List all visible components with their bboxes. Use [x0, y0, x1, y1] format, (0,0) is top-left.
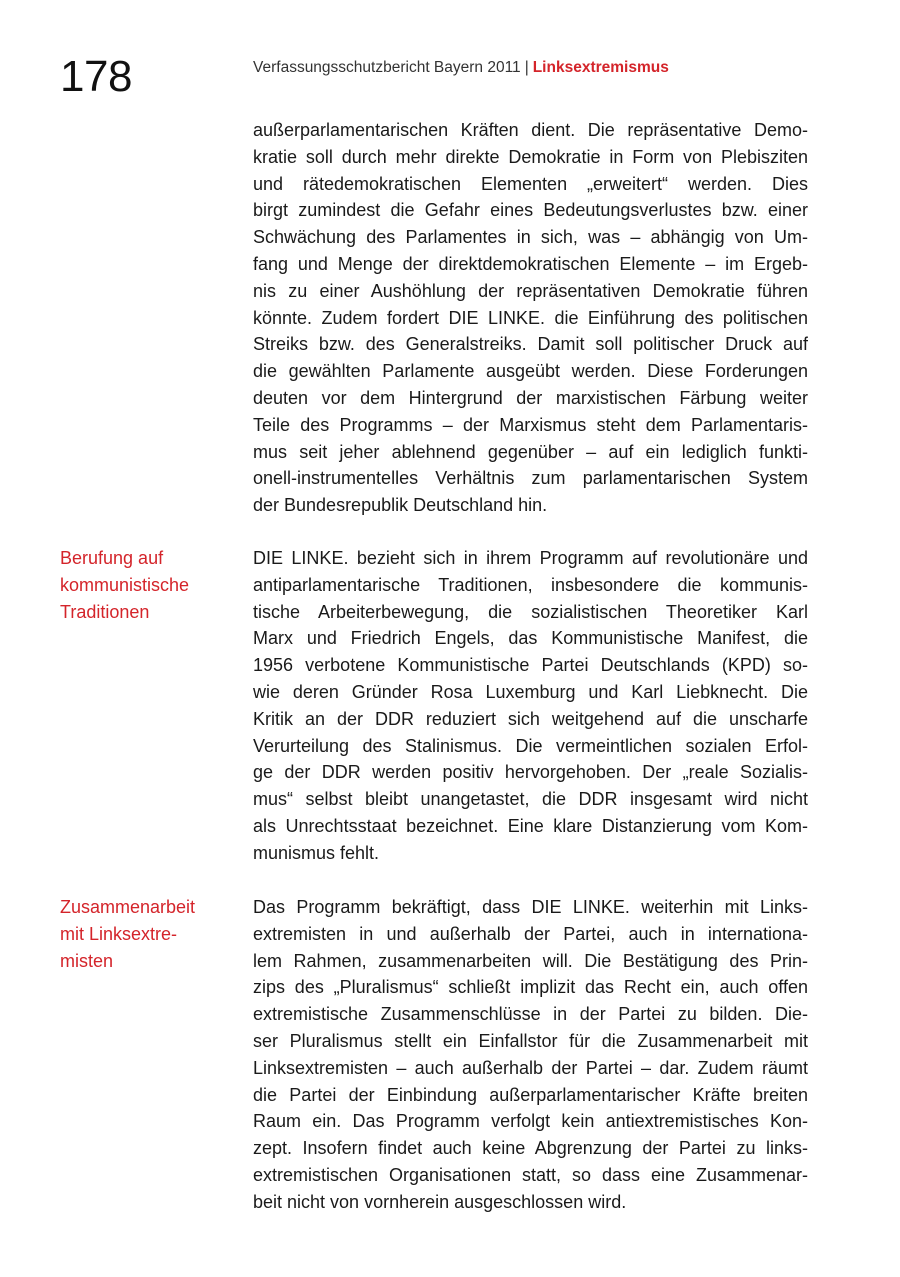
- body-paragraph-2: [253, 545, 808, 867]
- text-line: die Partei der Einbindung außerparlamentarischer Kräfte breiten: [253, 1084, 808, 1105]
- text-line: außerparlamentarischen Kräften dient. Die repräsentative Demo-: [253, 120, 808, 140]
- text-line: onell-instrumentelles Verhältnis zum parlamentarischen System: [253, 468, 808, 489]
- text-line: Teile des Programms – der Marxismus steht dem Parlamentaris-: [253, 414, 808, 435]
- text-line: fang und Menge der direktdemokratischen Elemente – im Ergeb-: [253, 253, 808, 274]
- margin-note-line: Traditionen: [60, 601, 150, 622]
- margin-note-cooperation-extremists: [60, 894, 230, 974]
- margin-note-line: Zusammenarbeit: [60, 897, 196, 917]
- margin-note-line: kommunistische: [60, 574, 190, 595]
- text-line: extremistische Zusammenschlüsse in der Partei zu bilden. Die-: [253, 1004, 808, 1025]
- text-line: mus“ selbst bleibt unangetastet, die DDR insgesamt wird nicht: [253, 789, 808, 810]
- report-title: Verfassungsschutzbericht Bayern 2011: [253, 59, 521, 76]
- text-line: Kritik an der DDR reduziert sich weitgehend auf die unscharfe: [253, 708, 808, 729]
- text-line: Streiks bzw. des Generalstreiks. Damit soll politischer Druck auf: [253, 334, 808, 355]
- text-line: Marx und Friedrich Engels, das Kommunistische Manifest, die: [253, 628, 808, 649]
- text-line: Schwächung des Parlamentes in sich, was – abhängig von Um-: [253, 227, 808, 248]
- page-number: 178: [60, 52, 132, 101]
- text-line: Linksextremisten – auch außerhalb der Partei – dar. Zudem räumt: [253, 1057, 808, 1078]
- body-paragraph-1: [253, 117, 808, 519]
- text-line: kratie soll durch mehr direkte Demokratie in Form von Plebisziten: [253, 146, 808, 167]
- text-line: tische Arbeiterbewegung, die sozialistischen Theoretiker Karl: [253, 601, 808, 622]
- text-line: Raum ein. Das Programm verfolgt kein antiextremistisches Kon-: [253, 1111, 808, 1132]
- text-line: zept. Insofern findet auch keine Abgrenzung der Partei zu links-: [253, 1138, 808, 1159]
- text-line: ser Pluralismus stellt ein Einfallstor für die Zusammenarbeit mit: [253, 1030, 808, 1051]
- text-line: extremistischen Organisationen statt, so dass eine Zusammenar-: [253, 1164, 808, 1185]
- text-line: birgt zumindest die Gefahr eines Bedeutungsverlustes bzw. einer: [253, 200, 808, 221]
- margin-note-line: Berufung auf: [60, 548, 164, 568]
- body-paragraph-3: [253, 894, 808, 1216]
- margin-note-line: misten: [60, 950, 114, 971]
- text-line: Verurteilung des Stalinismus. Die vermeintlichen sozialen Erfol-: [253, 735, 808, 756]
- margin-note-communist-traditions: [60, 545, 230, 625]
- text-line: könnte. Zudem fordert DIE LINKE. die Einführung des politischen: [253, 307, 808, 328]
- running-head: [253, 58, 669, 78]
- margin-note-line: mit Linksextre-: [60, 923, 178, 944]
- text-line: die gewählten Parlamente ausgeübt werden. Diese Forderungen: [253, 361, 808, 382]
- text-line: antiparlamentarische Traditionen, insbesondere die kommunis-: [253, 574, 808, 595]
- text-line: zips des „Pluralismus“ schließt implizit das Recht ein, auch offen: [253, 977, 808, 998]
- text-line: ge der DDR werden positiv hervorgehoben. Der „reale Sozialis-: [253, 762, 808, 783]
- text-line: Das Programm bekräftigt, dass DIE LINKE. weiterhin mit Links-: [253, 897, 808, 917]
- text-line: deuten vor dem Hintergrund der marxistischen Färbung weiter: [253, 387, 808, 408]
- text-line: munismus fehlt.: [253, 842, 380, 863]
- text-line: beit nicht von vornherein ausgeschlossen wird.: [253, 1191, 627, 1212]
- text-line: und rätedemokratischen Elementen „erweitert“ werden. Dies: [253, 173, 808, 194]
- text-line: der Bundesrepublik Deutschland hin.: [253, 495, 548, 516]
- text-line: extremisten in und außerhalb der Partei, auch in internationa-: [253, 923, 808, 944]
- text-line: DIE LINKE. bezieht sich in ihrem Programm auf revolutionäre und: [253, 548, 808, 568]
- text-line: mus seit jeher ablehnend gegenüber – auf ein lediglich funkti-: [253, 441, 808, 462]
- section-title: Linksextremismus: [532, 59, 669, 76]
- text-line: wie deren Gründer Rosa Luxemburg und Karl Liebknecht. Die: [253, 681, 808, 702]
- header-separator: |: [524, 59, 529, 76]
- text-line: als Unrechtsstaat bezeichnet. Eine klare Distanzierung vom Kom-: [253, 815, 808, 836]
- text-line: 1956 verbotene Kommunistische Partei Deutschlands (KPD) so-: [253, 655, 808, 676]
- text-line: lem Rahmen, zusammenarbeiten will. Die Bestätigung des Prin-: [253, 950, 808, 971]
- text-line: nis zu einer Aushöhlung der repräsentativen Demokratie führen: [253, 280, 808, 301]
